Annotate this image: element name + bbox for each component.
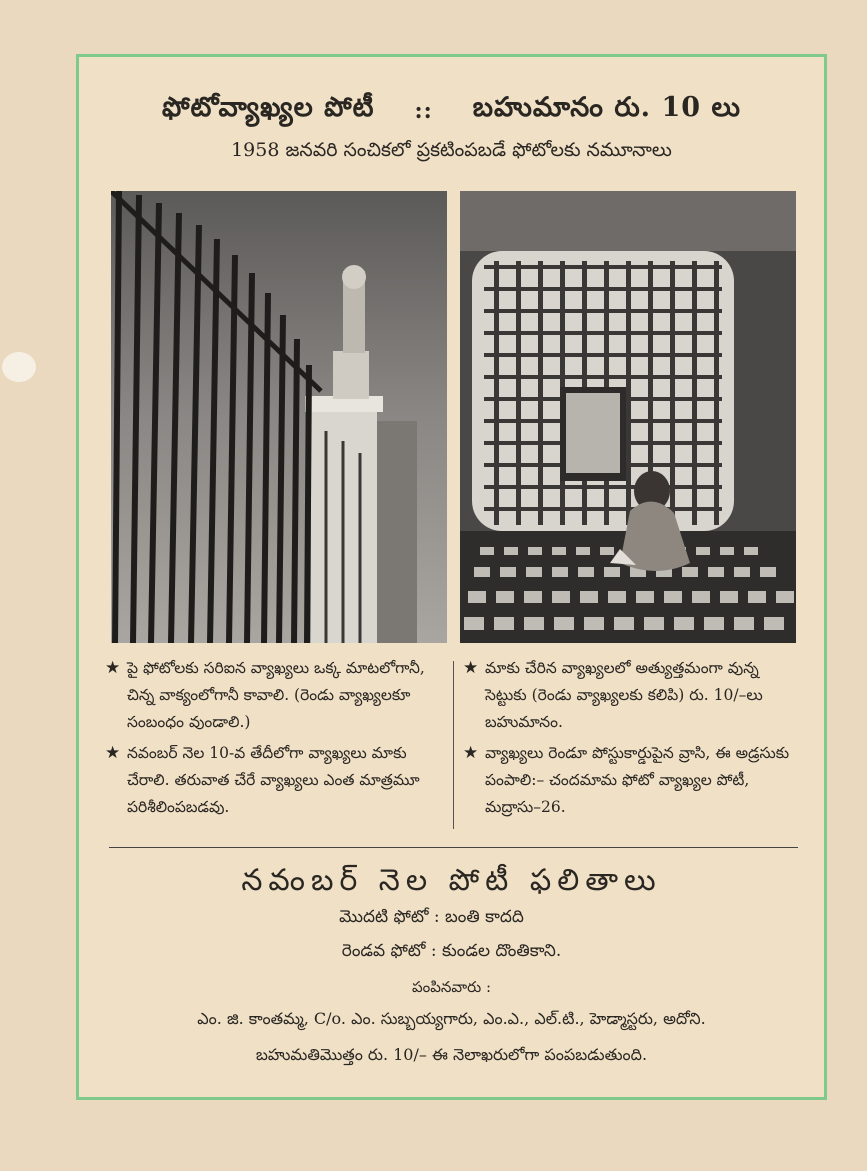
header-separator: :: bbox=[414, 98, 433, 124]
sample-photos-caption: 1958 జనవరి సంచికలో ప్రకటింపబడే ఫోటోలకు నమూనాలు bbox=[231, 139, 672, 161]
star-icon: ★ bbox=[105, 658, 121, 678]
contest-page bbox=[76, 54, 827, 1100]
prize-note: బహుమతిమొత్తం రు. 10/– ఈ నెలాఖరులోగా పంపబడుతుంది. bbox=[255, 1045, 648, 1064]
rule-item bbox=[463, 655, 801, 736]
sender-details: ఎం. జి. కాంతమ్మ, C/o. ఎం. సుబ్బయ్యగారు, ఎం.ఎ., ఎల్.టి., హెడ్మాస్టరు, అదోని. bbox=[197, 1009, 706, 1028]
section-divider bbox=[109, 847, 798, 848]
sender-label: పంపినవారు : bbox=[411, 978, 492, 996]
paper-hole bbox=[2, 352, 36, 382]
rule-text: మాకు చేరిన వ్యాఖ్యలలో అత్యుత్తమంగా వున్న సెట్టుకు (రెండు వ్యాఖ్యలకు కలిపి) రు. 10/–లు బహుమానం. bbox=[485, 659, 763, 731]
second-photo-result: రెండవ ఫోటో : కుండల దొంతికాని. bbox=[341, 941, 562, 961]
rule-text: నవంబర్ నెల 10-వ తేదీలోగా వ్యాఖ్యలు మాకు చేరాలి. తరువాత చేరే వ్యాఖ్యలు ఎంత మాత్రమూ పరిశీలింపబడవు. bbox=[127, 744, 420, 816]
photo-railing-pillar bbox=[111, 191, 447, 643]
contest-title: ఫోటోవ్యాఖ్యల పోటీ bbox=[162, 92, 375, 123]
contest-rules bbox=[105, 655, 805, 827]
star-icon: ★ bbox=[463, 658, 479, 678]
prize-amount: బహుమానం రు. 10 లు bbox=[472, 92, 741, 123]
first-photo-result: మొదటి ఫోటో : బంతి కాదది bbox=[339, 907, 524, 927]
photo-lattice-window bbox=[460, 191, 796, 643]
rule-item bbox=[105, 740, 443, 821]
column-divider bbox=[453, 661, 454, 829]
star-icon: ★ bbox=[463, 743, 479, 763]
rule-text: వ్యాఖ్యలు రెండూ పోస్టుకార్డుపైన వ్రాసి, ఈ అడ్రసుకు పంపాలి:– చందమామ ఫోటో వ్యాఖ్యల పోటీ, మద్రాసు–26. bbox=[485, 744, 790, 816]
star-icon: ★ bbox=[105, 743, 121, 763]
rule-text: పై ఫోటోలకు సరిఐన వ్యాఖ్యలు ఒక్క మాటలోగానీ, చిన్న వాక్యంలోగానీ కావాలి. (రెండు వ్యాఖ్యలకూ సంబంధం వుండాలి.) bbox=[127, 659, 425, 731]
rule-item bbox=[105, 655, 443, 736]
contest-header bbox=[79, 89, 824, 133]
rule-item bbox=[463, 740, 801, 821]
rules-left-column bbox=[105, 655, 443, 825]
rules-right-column bbox=[463, 655, 801, 825]
results-title: నవంబర్ నెల పోటీ ఫలితాలు bbox=[241, 863, 662, 898]
